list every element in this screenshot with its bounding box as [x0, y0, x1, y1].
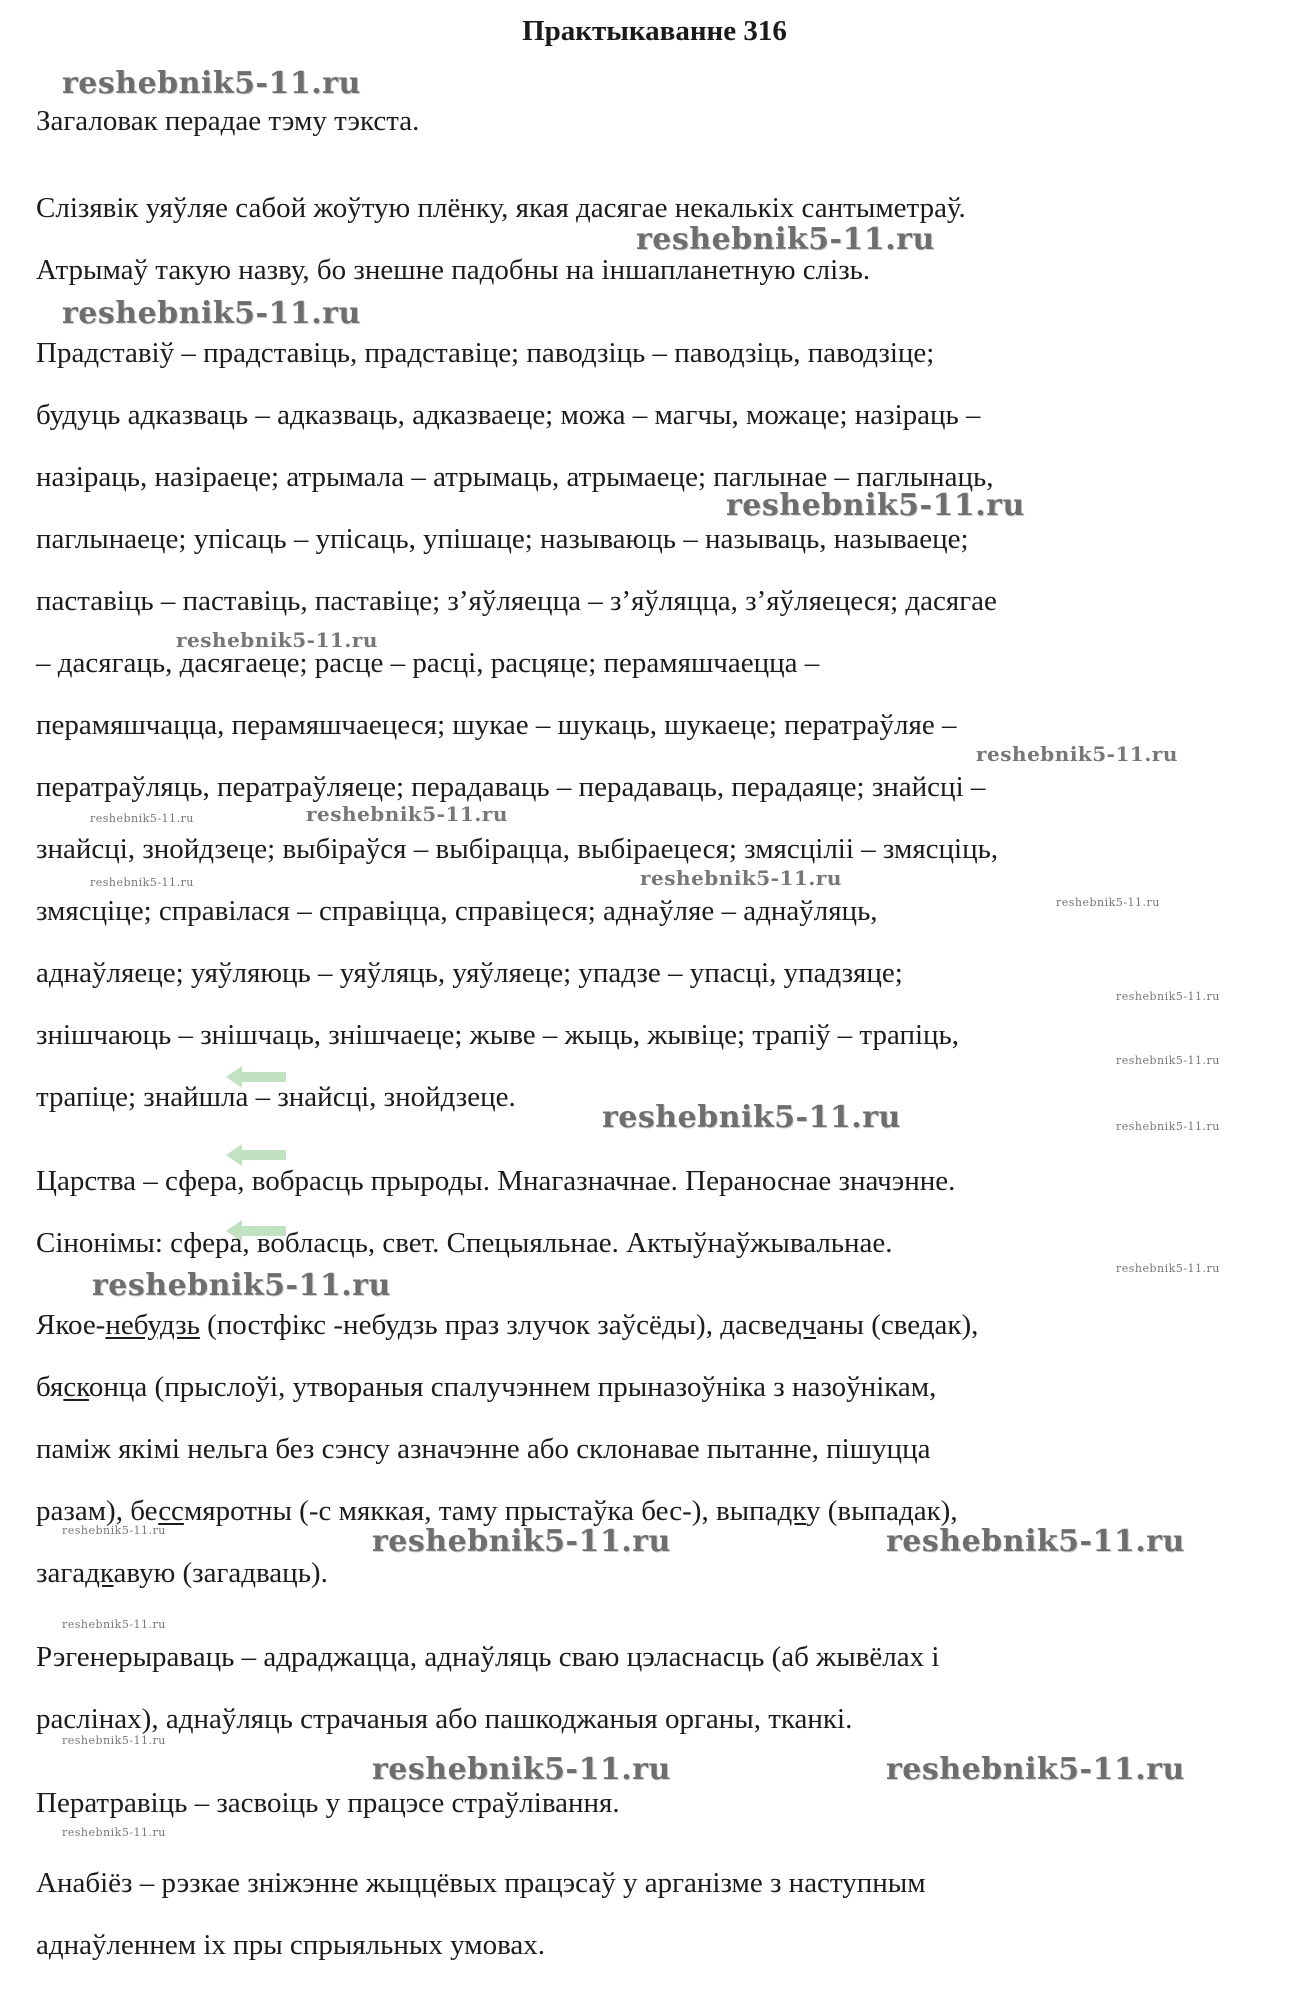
- watermark: reshebnik5-11.ru: [62, 1826, 166, 1839]
- watermark: reshebnik5-11.ru: [726, 488, 1025, 523]
- text-line: Ператравіць – засвоіць у працэсе страўлівання.: [36, 1787, 620, 1819]
- text-line: Рэгенерыраваць – адраджацца, аднаўляць сваю цэласнасць (аб жывёлах і: [36, 1641, 940, 1673]
- watermark: reshebnik5-11.ru: [90, 812, 194, 825]
- watermark: reshebnik5-11.ru: [90, 876, 194, 889]
- underlined-segment: дч: [786, 1309, 817, 1341]
- text-line: Слізявік уяўляе сабой жоўтую плёнку, якая дасягае некалькіх сантыметраў.: [36, 192, 966, 224]
- text-segment: бя: [36, 1371, 64, 1403]
- watermark: reshebnik5-11.ru: [306, 802, 508, 826]
- text-line: змясціце; справілася – справіцца, справіцеся; аднаўляе – аднаўляць,: [36, 895, 878, 927]
- text-line: Атрымаў такую назву, бо знешне падобны на іншапланетную слізь.: [36, 254, 871, 286]
- text-line: знішчаюць – знішчаць, знішчаеце; жыве – жыць, жывіце; трапіў – трапіць,: [36, 1019, 960, 1051]
- watermark: reshebnik5-11.ru: [1116, 1054, 1220, 1067]
- text-segment: паміж якімі нельга без сэнсу азначэнне або склонавае пытанне, пішуцца: [36, 1433, 931, 1465]
- text-line: назіраць, назіраеце; атрымала – атрымаць, атрымаеце; паглынае – паглынаць,: [36, 461, 994, 493]
- text-segment: зага: [36, 1557, 86, 1589]
- text-line: будуць адказваць – адказваць, адказваеце; можа – магчы, можаце; назіраць –: [36, 399, 981, 431]
- watermark: reshebnik5-11.ru: [1116, 990, 1220, 1003]
- watermark: reshebnik5-11.ru: [372, 1524, 671, 1559]
- watermark: reshebnik5-11.ru: [1116, 1120, 1220, 1133]
- watermark: reshebnik5-11.ru: [176, 628, 378, 652]
- watermark: reshebnik5-11.ru: [62, 66, 361, 101]
- underlined-segment: дк: [85, 1557, 114, 1589]
- text-line: аднаўляеце; уяўляюць – уяўляць, уяўляеце; упадзе – упасці, упадзяце;: [36, 957, 903, 989]
- text-segment: авую (загадваць).: [113, 1557, 328, 1589]
- text-line: раслінах), аднаўляць страчаныя або пашкоджаныя органы, тканкі.: [36, 1703, 853, 1735]
- text-segment: разам), бе: [36, 1495, 159, 1527]
- page-title: Практыкаванне 316: [522, 15, 787, 47]
- text-line: знайсці, знойдзеце; выбіраўся – выбірацца, выбіраецеся; змясціліі – змясціць,: [36, 833, 999, 865]
- watermark: reshebnik5-11.ru: [372, 1752, 671, 1787]
- underlined-segment: дк: [777, 1495, 806, 1527]
- text-line: перамяшчацца, перамяшчаецеся; шукае – шукаць, шукаеце; ператраўляе –: [36, 709, 957, 741]
- text-line: паглынаеце; упісаць – упісаць, упішаце; называюць – называць, называеце;: [36, 523, 969, 555]
- watermark: reshebnik5-11.ru: [62, 1618, 166, 1631]
- text-line: Царства – сфера, вобрасць прыроды. Мнагазначнае. Пераноснае значэнне.: [36, 1165, 956, 1197]
- watermark: reshebnik5-11.ru: [636, 222, 935, 257]
- text-line: [36, 1556, 328, 1590]
- text-line: Сінонімы: сфера, вобласць, свет. Спецыяльнае. Актыўнаўжывальнае.: [36, 1227, 893, 1259]
- watermark: reshebnik5-11.ru: [640, 866, 842, 890]
- text-line: паставіць – паставіць, паставіце; з’яўляецца – з’яўляцца, з’яўляецеся; дасягае: [36, 585, 997, 617]
- watermark: reshebnik5-11.ru: [1056, 896, 1160, 909]
- text-line: Прадставіў – прадставіць, прадставіце; паводзіць – паводзіць, паводзіце;: [36, 337, 935, 369]
- watermark: reshebnik5-11.ru: [1116, 1262, 1220, 1275]
- text-line: аднаўленнем іх пры спрыяльных умовах.: [36, 1929, 546, 1961]
- decorative-mark: [226, 1144, 286, 1166]
- underlined-segment: небудзь: [105, 1309, 200, 1341]
- text-line: [36, 1432, 930, 1466]
- text-line: [36, 1494, 958, 1528]
- text-line: ператраўляць, ператраўляеце; перадаваць – перадаваць, перадаяце; знайсці –: [36, 771, 986, 803]
- text-line: – дасягаць, дасягаеце; расце – расці, расцяце; перамяшчаецца –: [36, 647, 820, 679]
- text-line: [36, 1370, 936, 1404]
- text-line: Анабіёз – рэзкае зніжэнне жыццёвых працэсаў у арганізме з наступным: [36, 1867, 926, 1899]
- watermark: reshebnik5-11.ru: [62, 1734, 166, 1747]
- text-segment: у (выпадак),: [805, 1495, 958, 1527]
- text-segment: (постфікс -небудзь праз злучок заўсёды), дасве: [199, 1309, 787, 1341]
- underlined-segment: сс: [158, 1495, 184, 1527]
- watermark: reshebnik5-11.ru: [602, 1100, 901, 1135]
- text-line: [36, 1308, 978, 1342]
- watermark: reshebnik5-11.ru: [92, 1268, 391, 1303]
- underlined-segment: ск: [63, 1371, 89, 1403]
- text-line: трапіце; знайшла – знайсці, знойдзеце.: [36, 1081, 516, 1113]
- text-line: Загаловак перадае тэму тэкста.: [36, 105, 420, 137]
- watermark: reshebnik5-11.ru: [886, 1524, 1185, 1559]
- text-segment: мяротны (-с мяккая, таму прыстаўка бес-), выпа: [183, 1495, 778, 1527]
- watermark: reshebnik5-11.ru: [976, 742, 1178, 766]
- text-segment: аны (сведак),: [816, 1309, 979, 1341]
- watermark: reshebnik5-11.ru: [62, 1524, 166, 1537]
- watermark: reshebnik5-11.ru: [62, 296, 361, 331]
- text-segment: онца (прыслоўі, утвораныя спалучэннем прыназоўніка з назоўнікам,: [88, 1371, 937, 1403]
- text-segment: Якое-: [36, 1309, 106, 1341]
- watermark: reshebnik5-11.ru: [886, 1752, 1185, 1787]
